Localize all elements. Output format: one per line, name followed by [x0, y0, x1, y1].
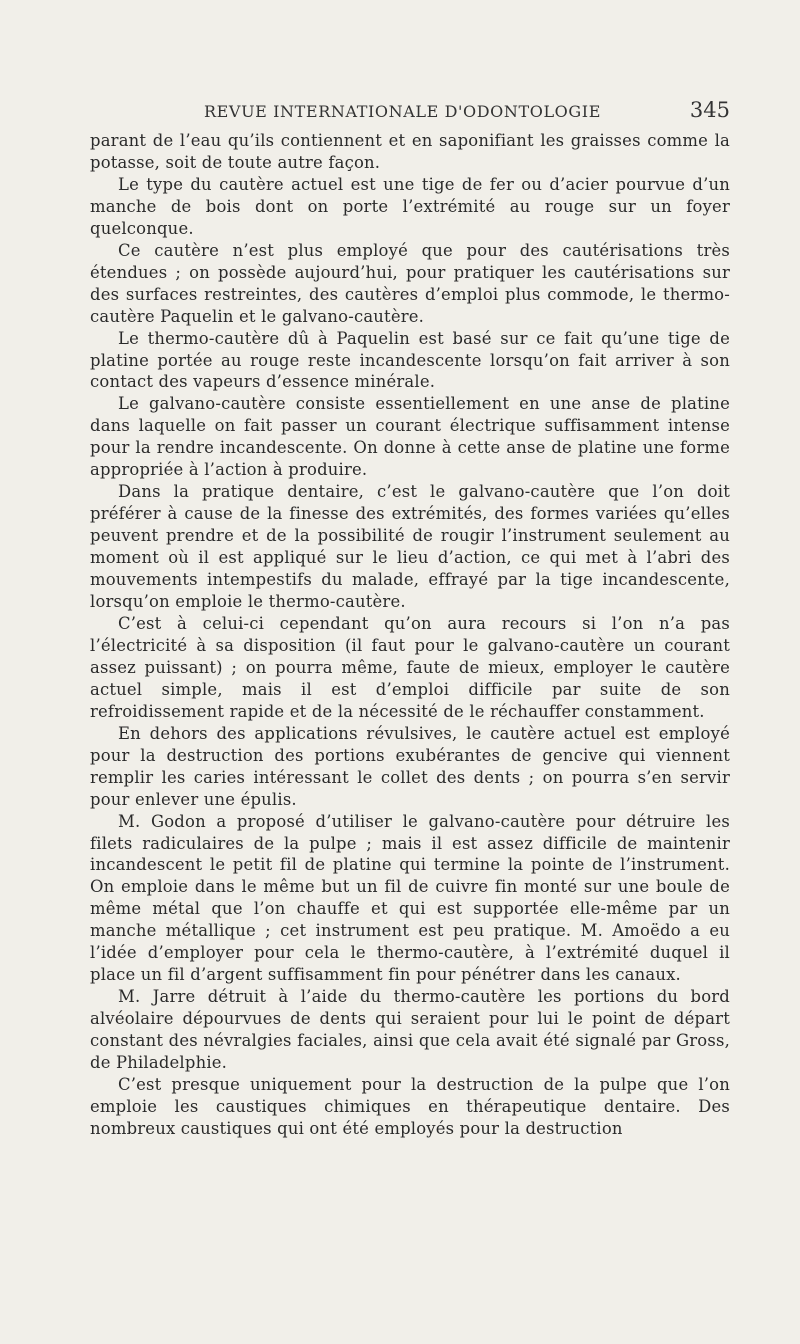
running-title: REVUE INTERNATIONALE D'ODONTOLOGIE [204, 102, 601, 121]
paragraph: M. Godon a proposé d’utiliser le galvano-cautère pour détruire les filets radiculaires de la pulpe ; mais il est assez difficile de maintenir incandescent le petit fil de platine qui termine la pointe de l’instrument. On emploie dans le même but un fil de cuivre fin monté sur une boule de même métal que l’on chauffe et qui est supportée elle-même par un manche métallique ; cet instrument est peu pratique. M. Amoëdo a eu l’idée d’employer pour cela le thermo-cautère, à l’extrémité duquel il place un fil d’argent suffisamment fin pour pénétrer dans les canaux. [90, 811, 730, 985]
page-number: 345 [689, 98, 730, 122]
paragraph: Ce cautère n’est plus employé que pour des cautérisations très étendues ; on possède aujourd’hui, pour pratiquer les cautérisations sur des surfaces restreintes, des cautères d’emploi plus commode, le thermo-cautère Paquelin et le galvano-cautère. [90, 240, 730, 326]
paragraph: En dehors des applications révulsives, le cautère actuel est employé pour la destruction des portions exubérantes de gencive qui viennent remplir les caries intéressant le collet des dents ; on pourra s’en servir pour enlever une épulis. [90, 723, 730, 809]
paragraph: C’est presque uniquement pour la destruction de la pulpe que l’on emploie les caustiques chimiques en thérapeutique dentaire. Des nombreux caustiques qui ont été employés pour la destruction [90, 1074, 730, 1138]
page-header [90, 98, 730, 130]
paragraph: Le type du cautère actuel est une tige de fer ou d’acier pourvue d’un manche de bois dont on porte l’extrémité au rouge sur un foyer quelconque. [90, 174, 730, 238]
paragraph: Le thermo-cautère dû à Paquelin est basé sur ce fait qu’une tige de platine portée au rouge reste incandescente lorsqu’on fait arriver à son contact des vapeurs d’essence minérale. [90, 328, 730, 392]
paragraph: Dans la pratique dentaire, c’est le galvano-cautère que l’on doit préférer à cause de la finesse des extrémités, des formes variées qu’elles peuvent prendre et de la possibilité de rougir l’instrument seulement au moment où il est appliqué sur le lieu d’action, ce qui met à l’abri des mouvements intempestifs du malade, effrayé par la tige incandescente, lorsqu’on emploie le thermo-cautère. [90, 482, 730, 612]
paragraph: C’est à celui-ci cependant qu’on aura recours si l’on n’a pas l’électricité à sa disposition (il faut pour le galvano-cautère un courant assez puissant) ; on pourra même, faute de mieux, employer le cautère actuel simple, mais il est d’emploi difficile par suite de son refroidissement rapide et de la nécessité de le réchauffer constamment. [90, 613, 730, 721]
paragraph: Le galvano-cautère consiste essentiellement en une anse de platine dans laquelle on fait passer un courant électrique suffisamment intense pour la rendre incandescente. On donne à cette anse de platine une forme appropriée à l’action à produire. [90, 394, 730, 480]
body-text [90, 130, 730, 1140]
book-page [90, 98, 730, 1140]
paragraph: M. Jarre détruit à l’aide du thermo-cautère les portions du bord alvéolaire dépourvues de dents qui seraient pour lui le point de départ constant des névralgies faciales, ainsi que cela avait été signalé par Gross, de Philadelphie. [90, 987, 730, 1073]
paragraph: parant de l’eau qu’ils contiennent et en saponifiant les graisses comme la potasse, soit de toute autre façon. [90, 131, 730, 172]
